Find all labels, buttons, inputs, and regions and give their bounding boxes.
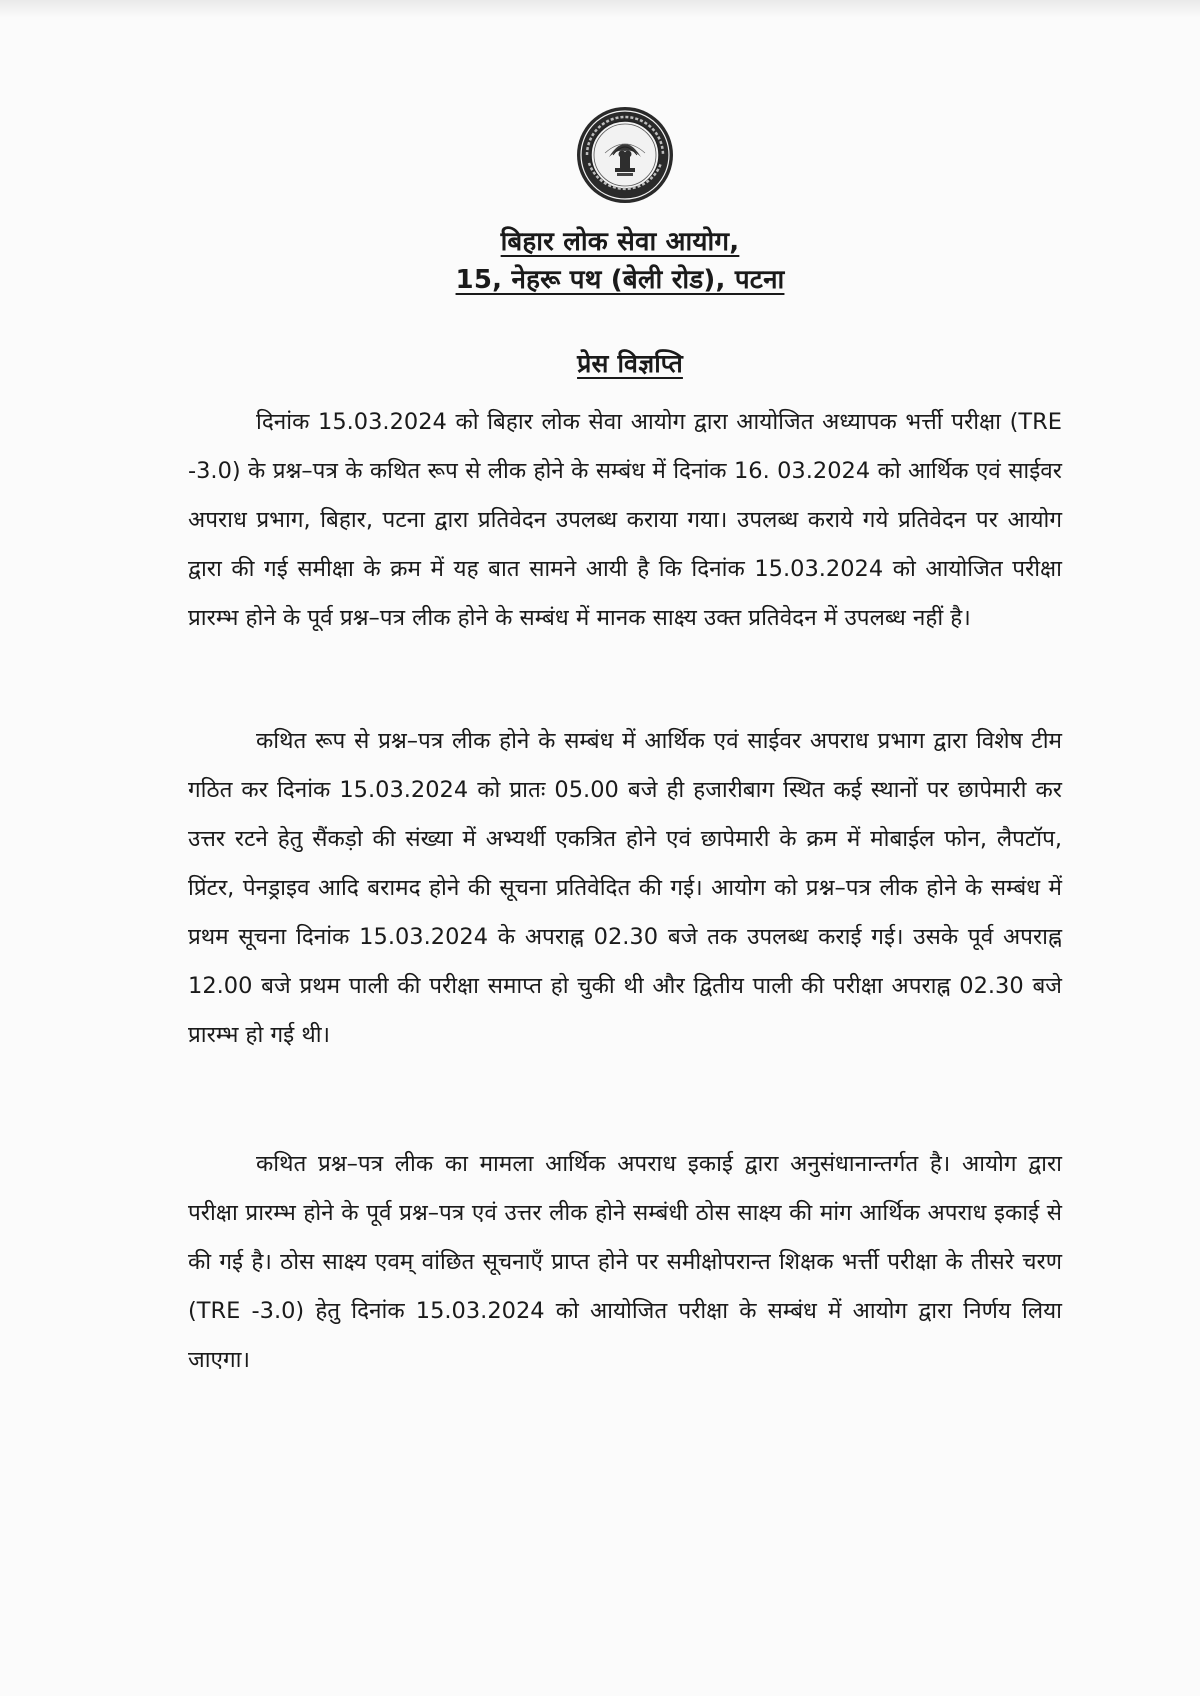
paragraph-1: दिनांक 15.03.2024 को बिहार लोक सेवा आयोग द्वारा आयोजित अध्यापक भर्त्ती परीक्षा (TRE -3.0) के प्रश्न–पत्र के कथित रूप से लीक होने के सम्बंध में दिनांक 16. 03.2024 को आर्थिक एवं साईवर अपराध प्रभाग, बिहार, पटना द्वारा प्रतिवेदन उपलब्ध कराया गया। उपलब्ध कराये गये प्रतिवेदन पर आयोग द्वारा की गई समीक्षा के क्रम में यह बात सामने आयी है कि दिनांक 15.03.2024 को आयोजित परीक्षा प्रारम्भ होने के पूर्व प्रश्न–पत्र लीक होने के सम्बंध में मानक साक्ष्य उक्त प्रतिवेदन में उपलब्ध नहीं है। — [188, 409, 1062, 631]
document-title — [30, 346, 1200, 380]
document-title-text: प्रेस विज्ञप्ति — [577, 349, 683, 378]
organization-address-text: 15, नेहरू पथ (बेली रोड), पटना — [455, 265, 785, 295]
organization-name — [20, 222, 1200, 258]
organization-name-text: बिहार लोक सेवा आयोग, — [500, 227, 740, 257]
bpsc-emblem-seal-icon — [575, 105, 675, 205]
scan-edge-shadow — [0, 0, 1200, 18]
organization-address — [20, 260, 1200, 296]
paragraph-2: कथित रूप से प्रश्न–पत्र लीक होने के सम्बंध में आर्थिक एवं साईवर अपराध प्रभाग द्वारा विशेष टीम गठित कर दिनांक 15.03.2024 को प्रातः 05.00 बजे ही हजारीबाग स्थित कई स्थानों पर छापेमारी कर उत्तर रटने हेतु सैंकड़ो की संख्या में अभ्यर्थी एकत्रित होने एवं छापेमारी के क्रम में मोबाईल फोन, लैपटॉप, प्रिंटर, पेनड्राइव आदि बरामद होने की सूचना प्रतिवेदित की गई। आयोग को प्रश्न–पत्र लीक होने के सम्बंध में प्रथम सूचना दिनांक 15.03.2024 के अपराह्न 02.30 बजे तक उपलब्ध कराई गई। उसके पूर्व अपराह्न 12.00 बजे प्रथम पाली की परीक्षा समाप्त हो चुकी थी और द्वितीय पाली की परीक्षा अपराह्न 02.30 बजे प्रारम्भ हो गई थी। — [188, 728, 1062, 1048]
paragraph-3: कथित प्रश्न–पत्र लीक का मामला आर्थिक अपराध इकाई द्वारा अनुसंधानान्तर्गत है। आयोग द्वारा परीक्षा प्रारम्भ होने के पूर्व प्रश्न–पत्र एवं उत्तर लीक होने सम्बंधी ठोस साक्ष्य की मांग आर्थिक अपराध इकाई से की गई है। ठोस साक्ष्य एवम् वांछित सूचनाएँ प्राप्त होने पर समीक्षोपरान्त शिक्षक भर्त्ती परीक्षा के तीसरे चरण (TRE -3.0) हेतु दिनांक 15.03.2024 को आयोजित परीक्षा के सम्बंध में आयोग द्वारा निर्णय लिया जाएगा। — [188, 1151, 1062, 1373]
